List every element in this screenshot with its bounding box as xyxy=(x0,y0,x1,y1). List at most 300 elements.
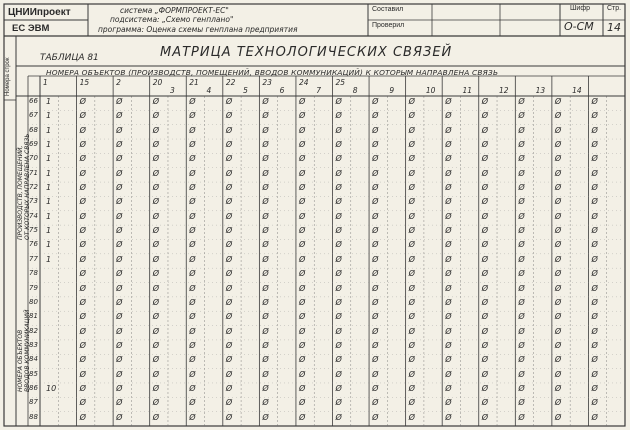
cell-mark: Ø xyxy=(79,269,86,279)
cell-mark: Ø xyxy=(298,211,306,221)
cell-mark: Ø xyxy=(225,168,233,178)
cell-mark: Ø xyxy=(591,283,598,293)
line-number: 67 xyxy=(29,111,38,120)
cell-mark: Ø xyxy=(298,383,306,393)
cell-mark: Ø xyxy=(262,283,269,293)
system-line: система „ФОРМПРОЕКТ-ЕС" xyxy=(120,6,229,15)
cell-mark: Ø xyxy=(518,97,525,106)
cell-mark: Ø xyxy=(262,168,269,178)
cell-mark: Ø xyxy=(372,297,379,307)
cell-mark: Ø xyxy=(225,197,233,207)
cell-mark: Ø xyxy=(518,369,525,379)
cell-mark: Ø xyxy=(116,383,123,393)
cell-mark: Ø xyxy=(225,412,233,422)
cell-mark: Ø xyxy=(189,398,196,408)
cell-mark: Ø xyxy=(152,154,159,164)
cell-mark: Ø xyxy=(554,97,562,106)
cell-mark: Ø xyxy=(262,355,269,365)
cell-mark: Ø xyxy=(591,97,598,106)
cell-mark: Ø xyxy=(372,398,379,408)
column-number: 14 xyxy=(572,86,582,95)
cell-mark: Ø xyxy=(152,111,159,121)
cell-mark: Ø xyxy=(79,154,86,164)
cell-value: 1 xyxy=(46,211,52,221)
cell-mark: Ø xyxy=(116,125,123,135)
cell-mark: Ø xyxy=(591,383,598,393)
cell-mark: Ø xyxy=(116,312,123,322)
subsystem-line: подсистема: „Схемо генплано" xyxy=(110,15,234,24)
cell-mark: Ø xyxy=(445,125,452,135)
cell-mark: Ø xyxy=(298,154,306,164)
cell-mark: Ø xyxy=(152,283,159,293)
cell-mark: Ø xyxy=(262,97,269,106)
cell-mark: Ø xyxy=(591,140,598,150)
column-number: 2 xyxy=(116,78,121,87)
cell-mark: Ø xyxy=(335,97,342,106)
cell-mark: Ø xyxy=(262,211,269,221)
cell-mark: Ø xyxy=(152,226,159,236)
cell-mark: Ø xyxy=(554,326,562,336)
cell-mark: Ø xyxy=(372,154,379,164)
cell-mark: Ø xyxy=(445,312,452,322)
cell-mark: Ø xyxy=(335,283,342,293)
cell-mark: Ø xyxy=(152,183,159,193)
cell-mark: Ø xyxy=(591,125,598,135)
cell-mark: Ø xyxy=(298,283,306,293)
cell-mark: Ø xyxy=(372,168,379,178)
cell-mark: Ø xyxy=(408,398,415,408)
cell-mark: Ø xyxy=(152,398,159,408)
cell-mark: Ø xyxy=(116,369,123,379)
cell-value: 1 xyxy=(46,140,52,150)
cell-mark: Ø xyxy=(189,197,196,207)
cell-mark: Ø xyxy=(372,97,379,106)
cell-mark: Ø xyxy=(445,340,452,350)
cell-mark: Ø xyxy=(335,168,342,178)
checked-label: Проверил xyxy=(372,22,405,29)
cell-mark: Ø xyxy=(152,240,159,250)
column-number: 15 xyxy=(79,78,90,87)
cell-mark: Ø xyxy=(481,183,489,193)
program-line: программа: Оценка схемы генплана предприятия xyxy=(98,25,298,34)
cell-mark: Ø xyxy=(298,125,306,135)
cell-mark: Ø xyxy=(79,183,86,193)
org-name: ЦНИИпроект xyxy=(8,7,71,18)
cell-mark: Ø xyxy=(225,97,233,106)
cell-mark: Ø xyxy=(408,97,415,106)
cell-mark: Ø xyxy=(518,412,525,422)
cell-mark: Ø xyxy=(152,211,159,221)
cell-mark: Ø xyxy=(554,140,562,150)
cell-mark: Ø xyxy=(79,369,86,379)
cell-mark: Ø xyxy=(481,211,489,221)
cell-mark: Ø xyxy=(335,326,342,336)
cell-mark: Ø xyxy=(298,340,306,350)
cell-mark: Ø xyxy=(518,326,525,336)
cell-mark: Ø xyxy=(225,283,233,293)
cell-mark: Ø xyxy=(189,340,196,350)
cell-mark: Ø xyxy=(518,226,525,236)
cell-mark: Ø xyxy=(591,369,598,379)
cell-mark: Ø xyxy=(79,254,86,264)
column-number: 7 xyxy=(316,86,321,95)
column-number: 5 xyxy=(243,86,248,95)
cell-mark: Ø xyxy=(554,197,562,207)
line-number: 87 xyxy=(29,398,38,407)
cell-mark: Ø xyxy=(298,168,306,178)
cell-mark: Ø xyxy=(554,211,562,221)
cell-mark: Ø xyxy=(591,197,598,207)
cell-mark: Ø xyxy=(189,125,196,135)
cell-mark: Ø xyxy=(335,226,342,236)
cell-mark: Ø xyxy=(262,297,269,307)
cell-value: 1 xyxy=(46,197,52,207)
cell-mark: Ø xyxy=(262,326,269,336)
line-number: 80 xyxy=(29,297,38,306)
cell-mark: Ø xyxy=(298,355,306,365)
cell-mark: Ø xyxy=(79,297,86,307)
cell-mark: Ø xyxy=(189,312,196,322)
cell-mark: Ø xyxy=(408,254,415,264)
cell-mark: Ø xyxy=(591,355,598,365)
cell-mark: Ø xyxy=(481,240,489,250)
cell-mark: Ø xyxy=(372,183,379,193)
cell-mark: Ø xyxy=(481,269,489,279)
cell-mark: Ø xyxy=(372,412,379,422)
cell-mark: Ø xyxy=(225,211,233,221)
cell-mark: Ø xyxy=(335,197,342,207)
cell-mark: Ø xyxy=(225,240,233,250)
line-number: 66 xyxy=(29,97,38,105)
cell-mark: Ø xyxy=(408,111,415,121)
cell-mark: Ø xyxy=(225,154,233,164)
cell-mark: Ø xyxy=(591,340,598,350)
cell-mark: Ø xyxy=(554,383,562,393)
cell-mark: Ø xyxy=(189,168,196,178)
cell-mark: Ø xyxy=(79,226,86,236)
cell-mark: Ø xyxy=(152,340,159,350)
cell-mark: Ø xyxy=(408,226,415,236)
cell-mark: Ø xyxy=(335,340,342,350)
cell-mark: Ø xyxy=(152,355,159,365)
table-heading: МАТРИЦА ТЕХНОЛОГИЧЕСКИХ СВЯЗЕЙ xyxy=(160,45,453,60)
cell-mark: Ø xyxy=(116,340,123,350)
cell-mark: Ø xyxy=(408,211,415,221)
cell-mark: Ø xyxy=(189,355,196,365)
cell-mark: Ø xyxy=(262,398,269,408)
cell-mark: Ø xyxy=(298,183,306,193)
cell-mark: Ø xyxy=(262,369,269,379)
cell-mark: Ø xyxy=(445,412,452,422)
line-number: 81 xyxy=(29,312,38,321)
cell-mark: Ø xyxy=(518,254,525,264)
composed-label: Составил xyxy=(372,6,404,13)
line-number: 82 xyxy=(29,326,38,335)
cell-mark: Ø xyxy=(79,412,86,422)
cell-mark: Ø xyxy=(116,355,123,365)
cell-mark: Ø xyxy=(298,254,306,264)
cell-mark: Ø xyxy=(225,111,233,121)
cell-mark: Ø xyxy=(298,398,306,408)
index-label: Шифр xyxy=(570,5,590,12)
cell-mark: Ø xyxy=(262,111,269,121)
cell-mark: Ø xyxy=(79,355,86,365)
cell-mark: Ø xyxy=(408,168,415,178)
cell-mark: Ø xyxy=(554,283,562,293)
cell-mark: Ø xyxy=(116,412,123,422)
line-number: 83 xyxy=(29,340,38,349)
line-number: 76 xyxy=(29,240,38,249)
line-number: 77 xyxy=(29,254,38,263)
cell-mark: Ø xyxy=(79,240,86,250)
cell-mark: Ø xyxy=(481,197,489,207)
cell-mark: Ø xyxy=(225,383,233,393)
cell-mark: Ø xyxy=(591,226,598,236)
cell-mark: Ø xyxy=(591,297,598,307)
cell-mark: Ø xyxy=(445,297,452,307)
cell-mark: Ø xyxy=(372,226,379,236)
cell-mark: Ø xyxy=(298,297,306,307)
cell-mark: Ø xyxy=(262,240,269,250)
column-number: 25 xyxy=(335,78,346,87)
cell-mark: Ø xyxy=(116,254,123,264)
cell-value: 1 xyxy=(46,254,52,264)
cell-mark: Ø xyxy=(116,140,123,150)
cell-mark: Ø xyxy=(372,383,379,393)
cell-mark: Ø xyxy=(298,240,306,250)
cell-mark: Ø xyxy=(79,97,86,106)
cell-mark: Ø xyxy=(408,369,415,379)
line-number: 78 xyxy=(29,269,38,278)
cell-mark: Ø xyxy=(481,326,489,336)
cell-mark: Ø xyxy=(481,412,489,422)
cell-mark: Ø xyxy=(554,125,562,135)
line-number: 70 xyxy=(29,154,38,163)
cell-mark: Ø xyxy=(591,254,598,264)
cell-mark: Ø xyxy=(116,240,123,250)
cell-mark: Ø xyxy=(372,140,379,150)
cell-mark: Ø xyxy=(335,269,342,279)
cell-mark: Ø xyxy=(116,168,123,178)
cell-mark: Ø xyxy=(225,297,233,307)
table-number: ТАБЛИЦА 81 xyxy=(40,53,99,63)
cell-mark: Ø xyxy=(116,197,123,207)
cell-mark: Ø xyxy=(262,154,269,164)
cell-mark: Ø xyxy=(481,254,489,264)
cell-value: 1 xyxy=(46,111,52,121)
cell-mark: Ø xyxy=(591,168,598,178)
cell-mark: Ø xyxy=(591,211,598,221)
cell-mark: Ø xyxy=(554,412,562,422)
cell-mark: Ø xyxy=(518,183,525,193)
cell-mark: Ø xyxy=(518,211,525,221)
cell-mark: Ø xyxy=(408,355,415,365)
cell-mark: Ø xyxy=(591,312,598,322)
cell-mark: Ø xyxy=(445,226,452,236)
cell-mark: Ø xyxy=(298,412,306,422)
column-number: 13 xyxy=(535,86,546,95)
column-number: 10 xyxy=(425,86,436,95)
cell-mark: Ø xyxy=(152,197,159,207)
line-number: 85 xyxy=(29,369,38,378)
line-number: 74 xyxy=(29,211,38,220)
index-value: О-СМ xyxy=(564,20,594,33)
cell-mark: Ø xyxy=(152,125,159,135)
cell-mark: Ø xyxy=(79,312,86,322)
cell-mark: Ø xyxy=(116,97,123,106)
cell-mark: Ø xyxy=(445,398,452,408)
cell-mark: Ø xyxy=(189,269,196,279)
cell-mark: Ø xyxy=(79,326,86,336)
cell-value: 1 xyxy=(46,97,52,106)
line-number: 75 xyxy=(29,226,38,235)
cell-mark: Ø xyxy=(116,226,123,236)
column-number: 12 xyxy=(499,86,509,95)
cell-mark: Ø xyxy=(189,183,196,193)
cell-mark: Ø xyxy=(79,197,86,207)
cell-mark: Ø xyxy=(554,269,562,279)
cell-mark: Ø xyxy=(445,369,452,379)
cell-mark: Ø xyxy=(335,312,342,322)
cell-mark: Ø xyxy=(335,412,342,422)
columns-caption: НОМЕРА ОБЪЕКТОВ (ПРОИЗВОДСТВ, ПОМЕЩЕНИЙ, ВВОДОВ КОММУНИКАЦИЙ) К КОТОРЫМ НАПРАВЛЕНА СВЯЗЬ xyxy=(46,68,499,77)
cell-mark: Ø xyxy=(445,211,452,221)
cell-mark: Ø xyxy=(116,111,123,121)
cell-mark: Ø xyxy=(225,140,233,150)
cell-mark: Ø xyxy=(445,269,452,279)
cell-mark: Ø xyxy=(335,111,342,121)
cell-value: 10 xyxy=(46,383,57,393)
side-caption-1: ПРОИЗВОДСТВ, ПОМЕЩЕНИЙ, xyxy=(17,145,24,240)
cell-mark: Ø xyxy=(189,140,196,150)
cell-mark: Ø xyxy=(445,254,452,264)
cell-mark: Ø xyxy=(518,154,525,164)
cell-mark: Ø xyxy=(554,254,562,264)
cell-mark: Ø xyxy=(116,398,123,408)
cell-mark: Ø xyxy=(298,369,306,379)
cell-mark: Ø xyxy=(481,369,489,379)
page-value: 14 xyxy=(607,21,621,34)
cell-mark: Ø xyxy=(189,226,196,236)
cell-mark: Ø xyxy=(408,340,415,350)
cell-mark: Ø xyxy=(554,369,562,379)
column-number: 4 xyxy=(206,86,212,95)
cell-mark: Ø xyxy=(298,140,306,150)
cell-mark: Ø xyxy=(372,111,379,121)
cell-value: 1 xyxy=(46,125,52,135)
cell-mark: Ø xyxy=(408,197,415,207)
cell-value: 1 xyxy=(46,183,52,193)
cell-mark: Ø xyxy=(554,240,562,250)
cell-mark: Ø xyxy=(225,355,233,365)
cell-mark: Ø xyxy=(298,97,306,106)
cell-mark: Ø xyxy=(225,326,233,336)
cell-mark: Ø xyxy=(408,240,415,250)
cell-mark: Ø xyxy=(408,125,415,135)
column-number: 22 xyxy=(225,78,236,87)
line-number: 86 xyxy=(29,383,38,392)
cell-mark: Ø xyxy=(189,283,196,293)
cell-mark: Ø xyxy=(518,111,525,121)
cell-value: 1 xyxy=(46,154,52,164)
cell-mark: Ø xyxy=(445,97,452,106)
cell-mark: Ø xyxy=(335,398,342,408)
cell-mark: Ø xyxy=(481,140,489,150)
cell-mark: Ø xyxy=(481,383,489,393)
cell-mark: Ø xyxy=(79,111,86,121)
cell-mark: Ø xyxy=(79,383,86,393)
cell-mark: Ø xyxy=(518,383,525,393)
cell-mark: Ø xyxy=(445,111,452,121)
cell-mark: Ø xyxy=(335,355,342,365)
cell-mark: Ø xyxy=(445,183,452,193)
cell-mark: Ø xyxy=(518,269,525,279)
cell-mark: Ø xyxy=(79,140,86,150)
cell-mark: Ø xyxy=(152,383,159,393)
cell-mark: Ø xyxy=(335,369,342,379)
cell-mark: Ø xyxy=(408,326,415,336)
cell-mark: Ø xyxy=(189,211,196,221)
cell-mark: Ø xyxy=(189,240,196,250)
cell-mark: Ø xyxy=(481,125,489,135)
cell-value: 1 xyxy=(46,226,52,236)
page-label: Стр. xyxy=(607,5,622,12)
cell-mark: Ø xyxy=(298,269,306,279)
cell-mark: Ø xyxy=(225,398,233,408)
cell-mark: Ø xyxy=(445,240,452,250)
cell-mark: Ø xyxy=(408,312,415,322)
cell-mark: Ø xyxy=(152,254,159,264)
cell-mark: Ø xyxy=(372,211,379,221)
cell-mark: Ø xyxy=(372,312,379,322)
cell-mark: Ø xyxy=(262,412,269,422)
cell-mark: Ø xyxy=(372,254,379,264)
cell-mark: Ø xyxy=(189,254,196,264)
cell-mark: Ø xyxy=(445,326,452,336)
cell-mark: Ø xyxy=(79,211,86,221)
cell-mark: Ø xyxy=(591,183,598,193)
cell-mark: Ø xyxy=(225,254,233,264)
side-caption-2: ОТ КОТОРЫХ НАПРАВЛЕНА СВЯЗЬ xyxy=(24,133,31,240)
cell-mark: Ø xyxy=(408,140,415,150)
cell-mark: Ø xyxy=(554,355,562,365)
line-numbers-label: Номера строк xyxy=(5,57,11,96)
cell-mark: Ø xyxy=(335,383,342,393)
cell-mark: Ø xyxy=(335,183,342,193)
cell-mark: Ø xyxy=(518,297,525,307)
cell-mark: Ø xyxy=(518,312,525,322)
cell-mark: Ø xyxy=(262,269,269,279)
cell-mark: Ø xyxy=(591,269,598,279)
cell-mark: Ø xyxy=(189,154,196,164)
line-number: 71 xyxy=(29,168,38,177)
cell-mark: Ø xyxy=(152,326,159,336)
cell-value: 1 xyxy=(46,240,52,250)
cell-mark: Ø xyxy=(225,312,233,322)
cell-mark: Ø xyxy=(189,111,196,121)
cell-mark: Ø xyxy=(372,369,379,379)
cell-mark: Ø xyxy=(79,168,86,178)
line-number: 84 xyxy=(29,355,38,364)
cell-mark: Ø xyxy=(554,168,562,178)
cell-mark: Ø xyxy=(481,97,489,106)
cell-mark: Ø xyxy=(225,369,233,379)
cell-mark: Ø xyxy=(554,297,562,307)
cell-mark: Ø xyxy=(408,283,415,293)
column-number: 20 xyxy=(152,78,163,87)
cell-mark: Ø xyxy=(445,355,452,365)
cell-mark: Ø xyxy=(591,154,598,164)
